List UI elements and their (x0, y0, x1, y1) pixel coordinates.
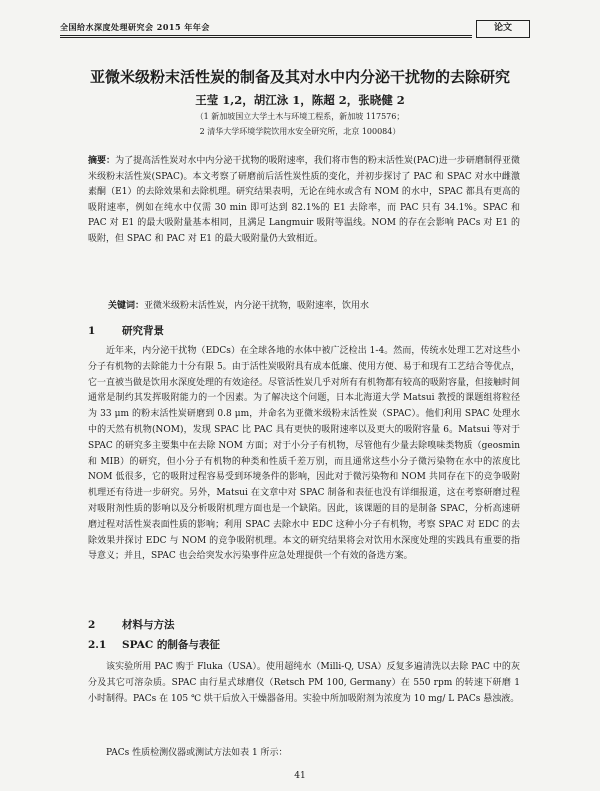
section-heading-1 (88, 323, 164, 338)
abstract-label: 摘要： (88, 156, 116, 166)
section-tag: 论文 (476, 20, 530, 38)
methods-paragraph: PACs 性质检测仪器或测试方法如表 1 所示： (106, 748, 288, 758)
section-number: 1 (88, 325, 96, 337)
subsection-number: 2.1 (88, 639, 107, 651)
keywords-label: 关键词： (108, 301, 145, 311)
keywords (108, 298, 520, 311)
subsection-title: SPAC 的制备与表征 (122, 639, 220, 651)
methods-paragraph: 该实验所用 PAC 购于 Fluka（USA）。使用超纯水（Milli-Q, USA）反复多遍清洗以去除 PAC 中的灰分及其它可溶杂质。SPAC 由行星式球磨仪（Retsch PM 100, Germany）在 550 rpm 的转速下研磨 1 小时制得。PACs 在 105 ℃ 烘干后放入干燥器备用。实验中所加吸附剂为浓度为 10 mg/ L PACs 悬浊液。 (88, 662, 520, 704)
running-header (60, 18, 530, 40)
section-number: 2 (88, 619, 96, 631)
affiliation-2: 2 清华大学环境学院饮用水安全研究所，北京 100084） (199, 127, 401, 136)
abstract (88, 154, 520, 248)
affiliation-1: （1 新加坡国立大学土木与环境工程系，新加坡 117576； (195, 112, 405, 121)
journal-name: 全国给水深度处理研究会 2015 年年会 (60, 22, 210, 32)
section-title: 研究背景 (122, 325, 164, 337)
keywords-text: 亚微米级粉末活性炭，内分泌干扰物，吸附速率，饮用水 (144, 301, 370, 311)
authors: 王莹 1,2，胡江泳 1，陈超 2，张晓健 2 (195, 93, 405, 107)
section-heading-2 (88, 617, 175, 632)
header-rule-double (60, 37, 472, 38)
subsection-heading-2-1 (88, 637, 220, 652)
paper-title: 亚微米级粉末活性炭的制备及其对水中内分泌干扰物的去除研究 (89, 68, 510, 86)
header-rule (60, 35, 472, 36)
page-number: 41 (294, 771, 306, 781)
section-title: 材料与方法 (122, 619, 175, 631)
abstract-text: 为了提高活性炭对水中内分泌干扰物的吸附速率，我们将市售的粉末活性炭(PAC)进一步研磨制得亚微米级粉末活性炭(SPAC)。本文考察了研磨前后活性炭性质的变化，并初步探讨了 PAC 和 SPAC 对水中雌激素酮（E1）的去除效果和去除机理。研究结果表明，无论在纯水或含有 NOM 的水中，SPAC 都具有更高的吸附速率，例如在纯水中仅需 30 min 即可达到 82.1%的 E1 去除率，而 PAC 只有 34.1%。SPAC 和 PAC 对 E1 的最大吸附量基本相同，且满足 Langmuir 吸附等温线。NOM 的存在会影响 PACs 对 E1 的吸附，但 SPAC 和 PAC 对 E1 的最大吸附量仍大致相近。 (88, 156, 520, 244)
background-paragraph: 近年来，内分泌干扰物（EDCs）在全球各地的水体中被广泛检出 1-4。然而，传统水处理工艺对这些小分子有机物的去除能力十分有限 5。由于活性炭吸附具有成本低廉、使用方便、易于和现有工艺结合等优点，它一直被当做是饮用水深度处理的有效途径。尽管活性炭几乎对所有有机物都有较高的吸附容量，但接触时间通常是制约其发挥吸附能力的一个因素。为了解决这个问题，日本北海道大学 Matsui 教授的课题组将粒径为 33 μm 的粉末活性炭研磨到 0.8 μm，并命名为亚微米级粉末活性炭（SPAC）。他们利用 SPAC 处理水中的天然有机物(NOM)，发现 SPAC 比 PAC 具有更快的吸附速率以及更大的吸附容量 6。Matsui 等对于 SPAC 的研究多主要集中在去除 NOM 方面；对于小分子有机物，尽管他有少量去除嗅味类物质（geosmin 和 MIB）的研究，但小分子有机物的种类和性质千差万别，而且通常这些小分子微污染物在水中的浓度比 NOM 低很多，它的吸附过程容易受到环境条件的影响，因此对于微污染物和 NOM 共同存在下的竞争吸附机理还有待进一步研究。另外，Matsui 在文章中对 SPAC 制备和表征也没有详细报道，这在考察研磨过程对吸附剂性质的影响以及分析吸附机理方面也是一个缺陷。因此，该课题的目的是制备 SPAC，分析高速研磨过程对活性炭表面性质的影响；利用 SPAC 去除水中 EDC 这种小分子有机物，考察 SPAC 对 EDC 的去除效果并探讨 EDC 与 NOM 的竞争吸附机理。本文的研究结果将会对饮用水深度处理的实践具有重要的指导意义；并且，SPAC 也会给突发水污染事件应急处理提供一个有效的备选方案。 (88, 346, 521, 562)
